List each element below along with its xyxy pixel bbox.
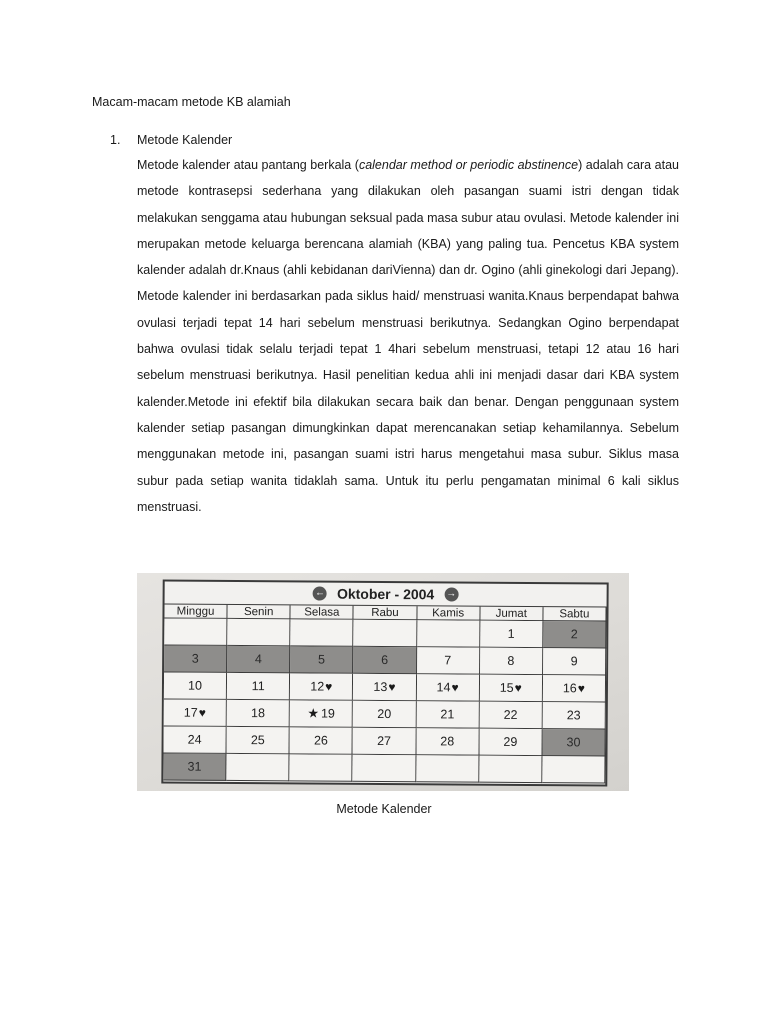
document-title: Macam-macam metode KB alamiah — [92, 95, 291, 109]
calendar-cell-day — [417, 647, 480, 674]
calendar-photo — [137, 573, 629, 791]
day-of-week-header: Sabtu — [543, 607, 606, 621]
calendar-cell-day — [227, 700, 290, 727]
calendar-day-number: 14 — [436, 680, 451, 695]
calendar-cell-day — [480, 675, 543, 702]
calendar-cell-day — [353, 674, 416, 701]
calendar-cell-empty — [164, 618, 227, 645]
calendar-cell-day — [163, 753, 226, 780]
calendar-cell-empty — [416, 755, 479, 782]
calendar-day-number: 21 — [440, 707, 455, 722]
calendar-day-number: 15 — [499, 680, 514, 695]
calendar-day-number: 16 — [562, 681, 577, 696]
heart-icon: ♥ — [325, 679, 333, 694]
calendar-cell-day — [543, 675, 606, 702]
calendar-day-number: 12 — [310, 679, 325, 694]
calendar-cell-day — [543, 648, 606, 675]
calendar-day-number: 23 — [566, 708, 581, 723]
calendar-cell-empty — [291, 619, 354, 646]
calendar-cell-empty — [417, 620, 480, 647]
calendar-day-number: 20 — [377, 706, 392, 722]
calendar-cell-day — [227, 727, 290, 754]
list-item-number: 1. — [110, 133, 121, 147]
calendar-day-number: 28 — [440, 734, 455, 749]
calendar-cell-empty — [479, 756, 542, 783]
heart-icon: ♥ — [198, 705, 206, 720]
calendar-day-number: 30 — [566, 735, 581, 750]
paragraph-text-rest: ) adalah cara atau metode kontrasepsi sederhana yang dilakukan oleh pasangan suami istri dengan tidak melakukan senggama atau hubungan seksual pada masa subur atau ovulasi. Metode kalender ini merupakan metode keluarga berencana alamiah (KBA) yang paling tua. Pencetus KBA system kalender adalah dr.Knaus (ahli kebidanan dariVienna) dan dr. Ogino (ahli ginekologi dari Jepang). Metode kalender ini berdasarkan pada siklus haid/ menstruasi wanita.Knaus berpendapat bahwa ovulasi terjadi tepat 14 hari sebelum menstruasi berikutnya. Sedangkan Ogino berpendapat bahwa ovulasi tidak selalu terjadi tepat 1 4hari sebelum menstruasi, tetapi 12 atau 16 hari sebelum menstruasi berikutnya. Hasil penelitian kedua ahli ini menjadi dasar dari KBA system kalender.Metode ini efektif bila dilakukan secara baik dan benar. Dengan penggunaan system kalender setiap pasangan dimungkinkan dapat merencanakan setiap kehamilannya. Sebelum menggunakan metode ini, pasangan suami istri harus mengetahui masa subur. Siklus masa subur pada setiap wanita tidaklah sama. Untuk itu perlu pengamatan minimal 6 kali siklus menstruasi. — [137, 158, 679, 514]
day-of-week-header: Rabu — [354, 606, 417, 620]
calendar-cell-day — [416, 701, 479, 728]
calendar-cell-day — [164, 699, 227, 726]
calendar-day-number: 26 — [313, 733, 328, 748]
calendar-cell-day — [353, 701, 416, 728]
calendar-cell-day — [480, 648, 543, 675]
calendar-day-number: 24 — [187, 732, 202, 747]
star-icon: ★ — [307, 705, 320, 721]
paragraph-text-start: Metode kalender atau pantang berkala ( — [137, 158, 359, 172]
calendar-cell-day — [480, 621, 543, 648]
calendar-day-number: 17 — [183, 705, 198, 720]
calendar-cell-day — [416, 674, 479, 701]
calendar-day-number: 27 — [377, 733, 392, 749]
calendar-cell-day — [290, 673, 353, 700]
list-item-heading: Metode Kalender — [137, 133, 233, 147]
calendar-day-number: 13 — [373, 679, 388, 695]
day-of-week-header: Jumat — [480, 607, 543, 621]
calendar-cell-day — [543, 621, 606, 648]
calendar-day-number: 18 — [250, 706, 265, 721]
calendar-cell-empty — [354, 620, 417, 647]
calendar-day-number: 2 — [570, 627, 578, 642]
calendar-header — [165, 581, 607, 607]
calendar-day-number: 9 — [570, 654, 578, 669]
paragraph-italic-term: calendar method or periodic abstinence — [358, 158, 579, 172]
body-paragraph — [137, 152, 679, 520]
calendar-cell-day — [542, 729, 605, 756]
calendar-cell-day — [353, 728, 416, 755]
calendar-cell-empty — [353, 755, 416, 782]
calendar-cell-day — [164, 726, 227, 753]
calendar-grid — [163, 604, 606, 783]
calendar-day-number: 3 — [191, 651, 199, 666]
calendar-cell-empty — [226, 754, 289, 781]
calendar-day-number: 5 — [317, 652, 326, 667]
calendar-day-number: 1 — [507, 626, 515, 641]
calendar-day-number: 8 — [507, 653, 515, 668]
day-of-week-header: Selasa — [291, 605, 354, 619]
calendar-day-number: 11 — [251, 679, 265, 694]
calendar-cell-day — [290, 646, 353, 673]
heart-icon: ♥ — [451, 680, 459, 695]
calendar-cell-empty — [227, 619, 290, 646]
calendar-day-number: 22 — [503, 707, 518, 722]
calendar-cell-day — [479, 702, 542, 729]
calendar-day-number: 4 — [254, 652, 262, 667]
calendar-month-label: Oktober - 2004 — [336, 585, 435, 603]
calendar-day-number: 19 — [320, 706, 335, 721]
calendar-cell-empty — [290, 754, 353, 781]
calendar-cell-empty — [542, 756, 605, 783]
calendar-cell-day — [479, 729, 542, 756]
calendar-cell-day — [227, 673, 290, 700]
calendar — [161, 579, 608, 786]
calendar-cell-day — [290, 727, 353, 754]
calendar-cell-day — [290, 700, 353, 727]
figure-caption: Metode Kalender — [336, 802, 432, 816]
calendar-cell-day — [353, 647, 416, 674]
heart-icon: ♥ — [388, 680, 396, 695]
calendar-cell-day — [227, 646, 290, 673]
calendar-day-number: 10 — [188, 678, 203, 693]
calendar-cell-day — [543, 702, 606, 729]
calendar-cell-day — [416, 728, 479, 755]
calendar-day-number: 25 — [250, 733, 265, 748]
arrow-left-icon: ← — [313, 586, 327, 600]
calendar-cell-day — [164, 672, 227, 699]
day-of-week-header: Senin — [228, 605, 291, 619]
arrow-right-icon: → — [444, 587, 458, 601]
calendar-day-number: 6 — [381, 652, 389, 668]
calendar-cell-day — [164, 645, 227, 672]
day-of-week-header: Minggu — [164, 604, 227, 618]
calendar-day-number: 7 — [444, 653, 452, 668]
calendar-day-number: 29 — [503, 734, 518, 749]
heart-icon: ♥ — [577, 681, 585, 696]
heart-icon: ♥ — [514, 680, 522, 695]
day-of-week-header: Kamis — [417, 606, 480, 620]
calendar-day-number: 31 — [187, 759, 202, 774]
